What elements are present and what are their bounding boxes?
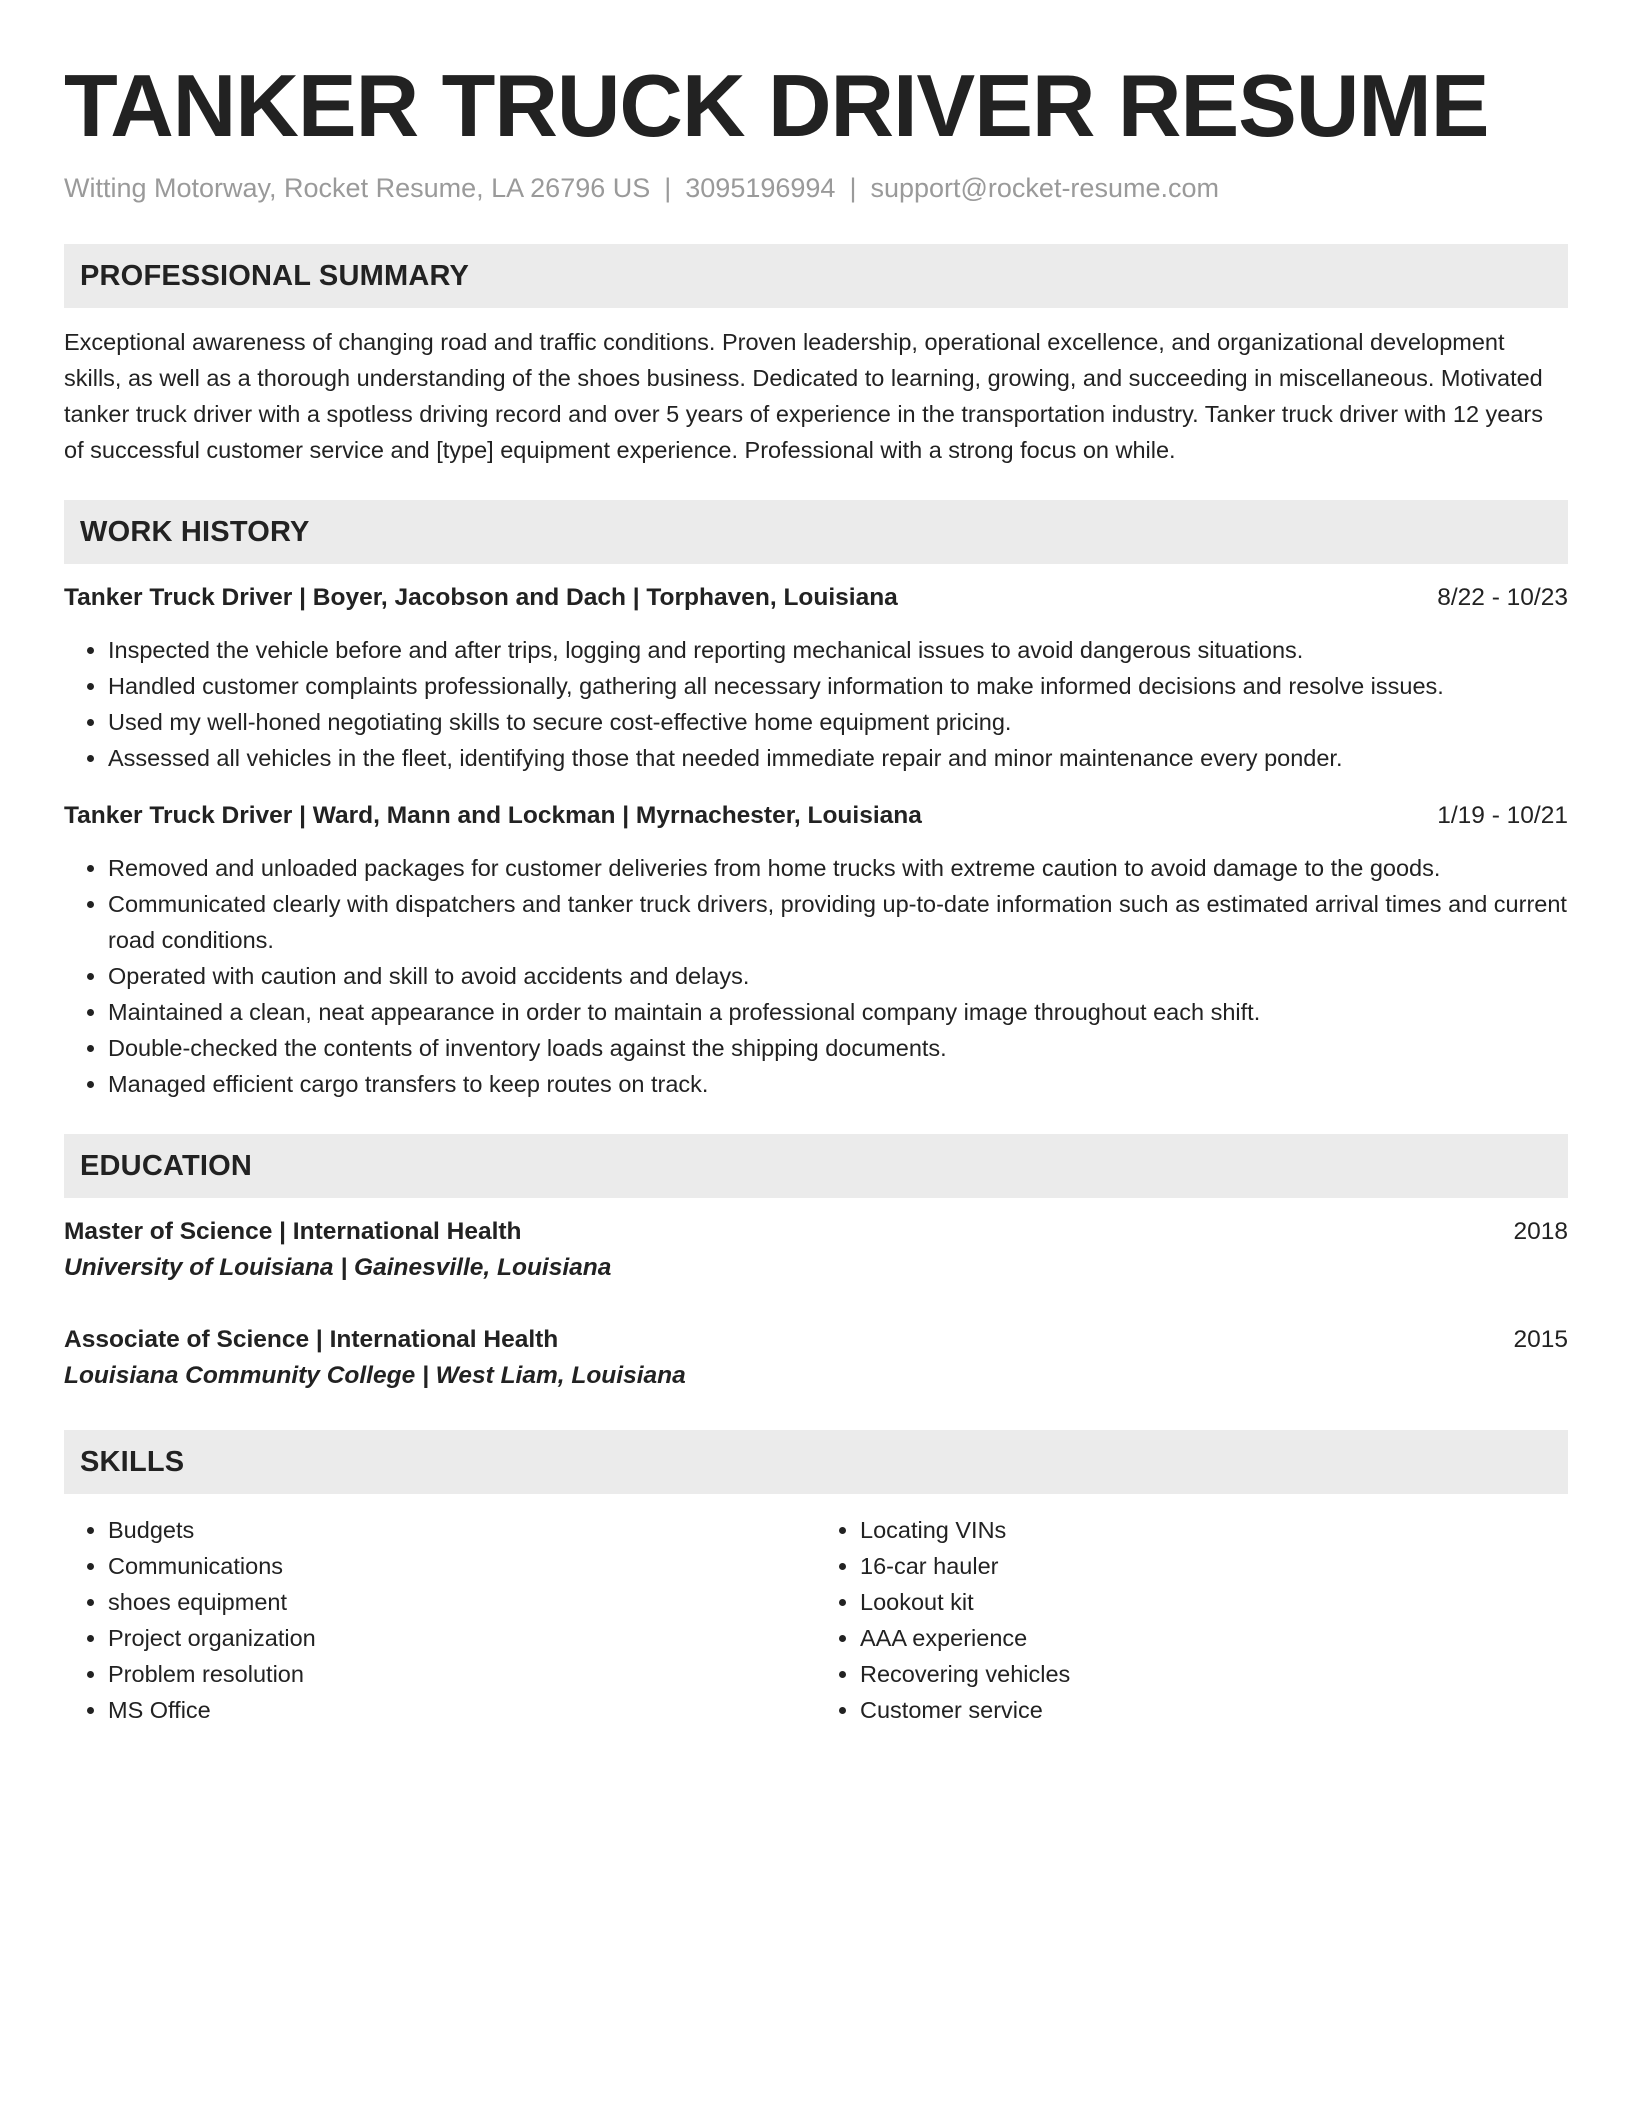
contact-phone: 3095196994 (685, 173, 836, 203)
education-header (64, 1214, 1568, 1250)
job-header (64, 798, 1568, 834)
job-title: Tanker Truck Driver | Ward, Mann and Lockman | Myrnachester, Louisiana (64, 802, 922, 829)
section-header-education: EDUCATION (64, 1134, 1568, 1198)
skill-item: • 16-car hauler (860, 1548, 1568, 1584)
skill-item: • Problem resolution (108, 1656, 816, 1692)
contact-separator: | (664, 173, 672, 203)
job-bullet: • Operated with caution and skill to avoid accidents and delays. (108, 958, 1568, 994)
job-entry (64, 798, 1568, 1102)
job-bullet-list (64, 850, 1568, 1102)
skill-item: • MS Office (108, 1692, 816, 1728)
job-bullet: • Managed efficient cargo transfers to keep routes on track. (108, 1066, 1568, 1102)
job-bullet-list (64, 632, 1568, 776)
job-bullet: • Maintained a clean, neat appearance in order to maintain a professional company image throughout each shift. (108, 994, 1568, 1030)
education-year: 2015 (1513, 1326, 1568, 1353)
job-dates: 1/19 - 10/21 (1437, 802, 1568, 829)
job-bullet: • Double-checked the contents of inventory loads against the shipping documents. (108, 1030, 1568, 1066)
contact-line (64, 170, 1568, 206)
skill-item: • Budgets (108, 1512, 816, 1548)
skill-item: • Project organization (108, 1620, 816, 1656)
contact-email: support@rocket-resume.com (870, 173, 1219, 203)
skill-item: • Locating VINs (860, 1512, 1568, 1548)
summary-text: Exceptional awareness of changing road and traffic conditions. Proven leadership, operational excellence, and organizational development skills, as well as a thorough understanding of the shoes business. Dedicated to learning, growing, and succeeding in miscellaneous. Motivated tanker truck driver with a spotless driving record and over 5 years of experience in the transportation industry. Tanker truck driver with 12 years of successful customer service and [type] equipment experience. Professional with a strong focus on while. (64, 329, 1544, 463)
contact-address: Witting Motorway, Rocket Resume, LA 26796 US (64, 173, 651, 203)
job-bullet: • Removed and unloaded packages for customer deliveries from home trucks with extreme caution to avoid damage to the goods. (108, 850, 1568, 886)
skill-item: • Customer service (860, 1692, 1568, 1728)
job-header (64, 580, 1568, 616)
job-bullet: • Handled customer complaints professionally, gathering all necessary information to make informed decisions and resolve issues. (108, 668, 1568, 704)
education-header (64, 1322, 1568, 1358)
skill-item: • AAA experience (860, 1620, 1568, 1656)
section-header-work-history: WORK HISTORY (64, 500, 1568, 564)
resume-title: TANKER TRUCK DRIVER RESUME (64, 56, 1489, 155)
job-bullet: • Inspected the vehicle before and after trips, logging and reporting mechanical issues to avoid dangerous situations. (108, 632, 1568, 668)
education-school: University of Louisiana | Gainesville, Louisiana (64, 1254, 612, 1281)
job-entry (64, 580, 1568, 776)
skill-item: • shoes equipment (108, 1584, 816, 1620)
job-bullet: • Communicated clearly with dispatchers and tanker truck drivers, providing up-to-date information such as estimated arrival times and current road conditions. (108, 886, 1568, 958)
education-entry (64, 1214, 1568, 1286)
skill-item: • Lookout kit (860, 1584, 1568, 1620)
skills-list-left (64, 1512, 816, 1728)
skills-list-right (816, 1512, 1568, 1728)
section-header-skills: SKILLS (64, 1430, 1568, 1494)
skill-item: • Communications (108, 1548, 816, 1584)
skills-columns (64, 1512, 1568, 1728)
job-bullet: • Assessed all vehicles in the fleet, identifying those that needed immediate repair and minor maintenance every ponder. (108, 740, 1568, 776)
skill-item: • Recovering vehicles (860, 1656, 1568, 1692)
education-school: Louisiana Community College | West Liam, Louisiana (64, 1362, 686, 1389)
section-header-summary: PROFESSIONAL SUMMARY (64, 244, 1568, 308)
education-degree: Associate of Science | International Health (64, 1326, 559, 1353)
job-dates: 8/22 - 10/23 (1437, 584, 1568, 611)
education-year: 2018 (1513, 1218, 1568, 1245)
job-bullet: • Used my well-honed negotiating skills to secure cost-effective home equipment pricing. (108, 704, 1568, 740)
contact-separator: | (849, 173, 857, 203)
job-title: Tanker Truck Driver | Boyer, Jacobson and Dach | Torphaven, Louisiana (64, 584, 898, 611)
education-entry (64, 1322, 1568, 1394)
education-degree: Master of Science | International Health (64, 1218, 522, 1245)
